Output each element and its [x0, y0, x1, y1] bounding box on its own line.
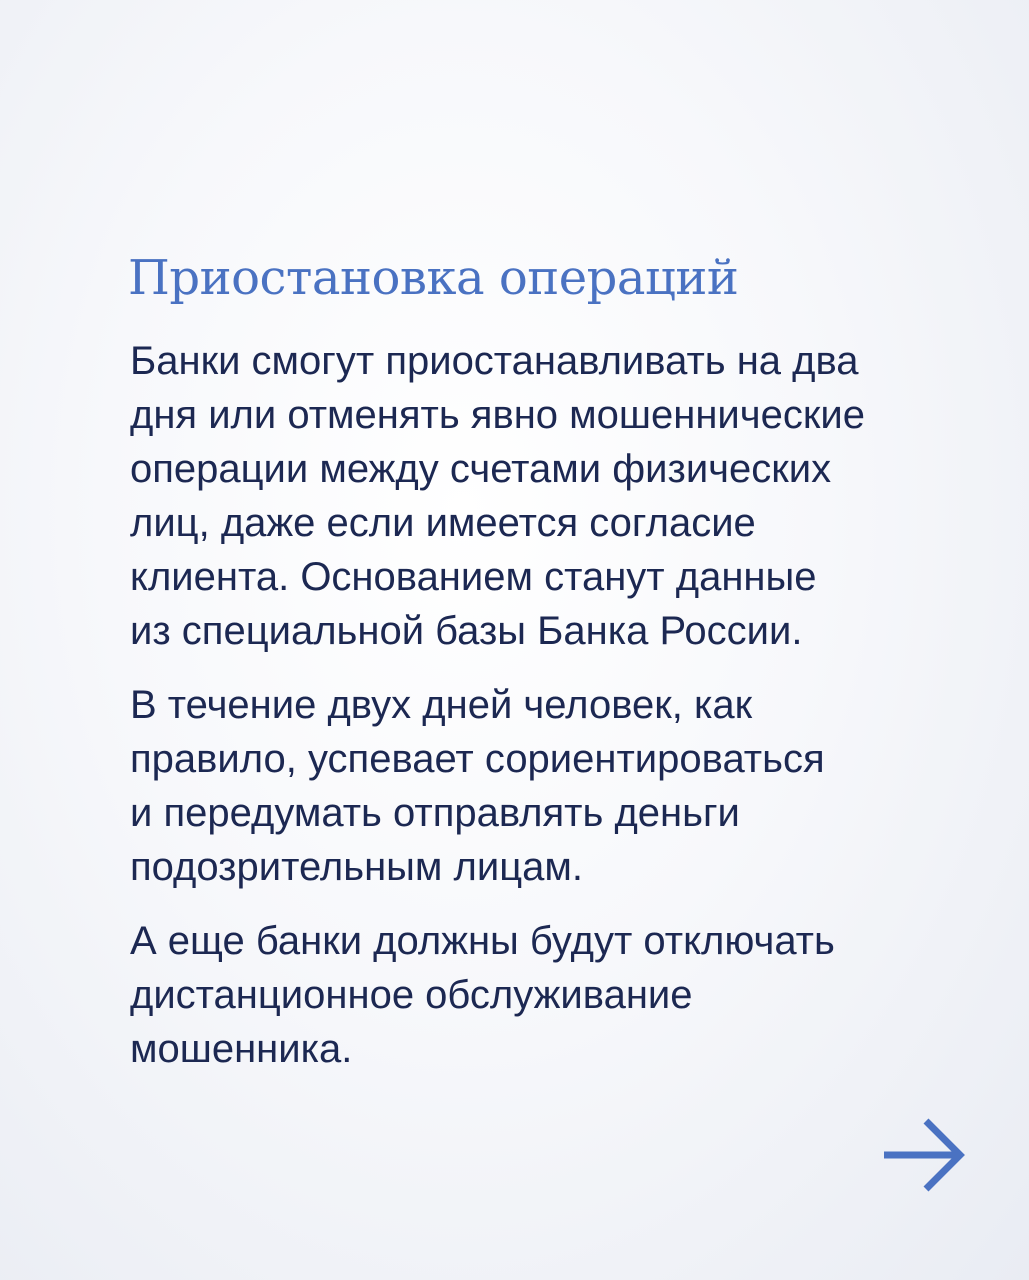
text-line: и передумать отправлять деньги [130, 791, 740, 835]
text-line: подозрительным лицам. [130, 845, 583, 889]
paragraph-2 [130, 678, 990, 894]
text-line: Банки смогут приостанавливать на два [130, 339, 859, 383]
heading: Приостановка операций [128, 250, 739, 306]
text-line: клиента. Основанием станут данные [130, 555, 817, 599]
paragraph-3 [130, 914, 990, 1076]
text-line: дистанционное обслуживание [130, 973, 693, 1017]
body-text [130, 334, 990, 1096]
text-line: мошенника. [130, 1027, 353, 1071]
arrow-right-icon[interactable] [880, 1115, 970, 1195]
text-line: операции между счетами физических [130, 447, 832, 491]
text-line: правило, успевает сориентироваться [130, 737, 825, 781]
text-line: из специальной базы Банка России. [130, 609, 803, 653]
text-line: В течение двух дней человек, как [130, 683, 753, 727]
text-line: дня или отменять явно мошеннические [130, 393, 865, 437]
text-line: А еще банки должны будут отключать [130, 919, 835, 963]
paragraph-1 [130, 334, 990, 658]
text-line: лиц, даже если имеется согласие [130, 501, 756, 545]
